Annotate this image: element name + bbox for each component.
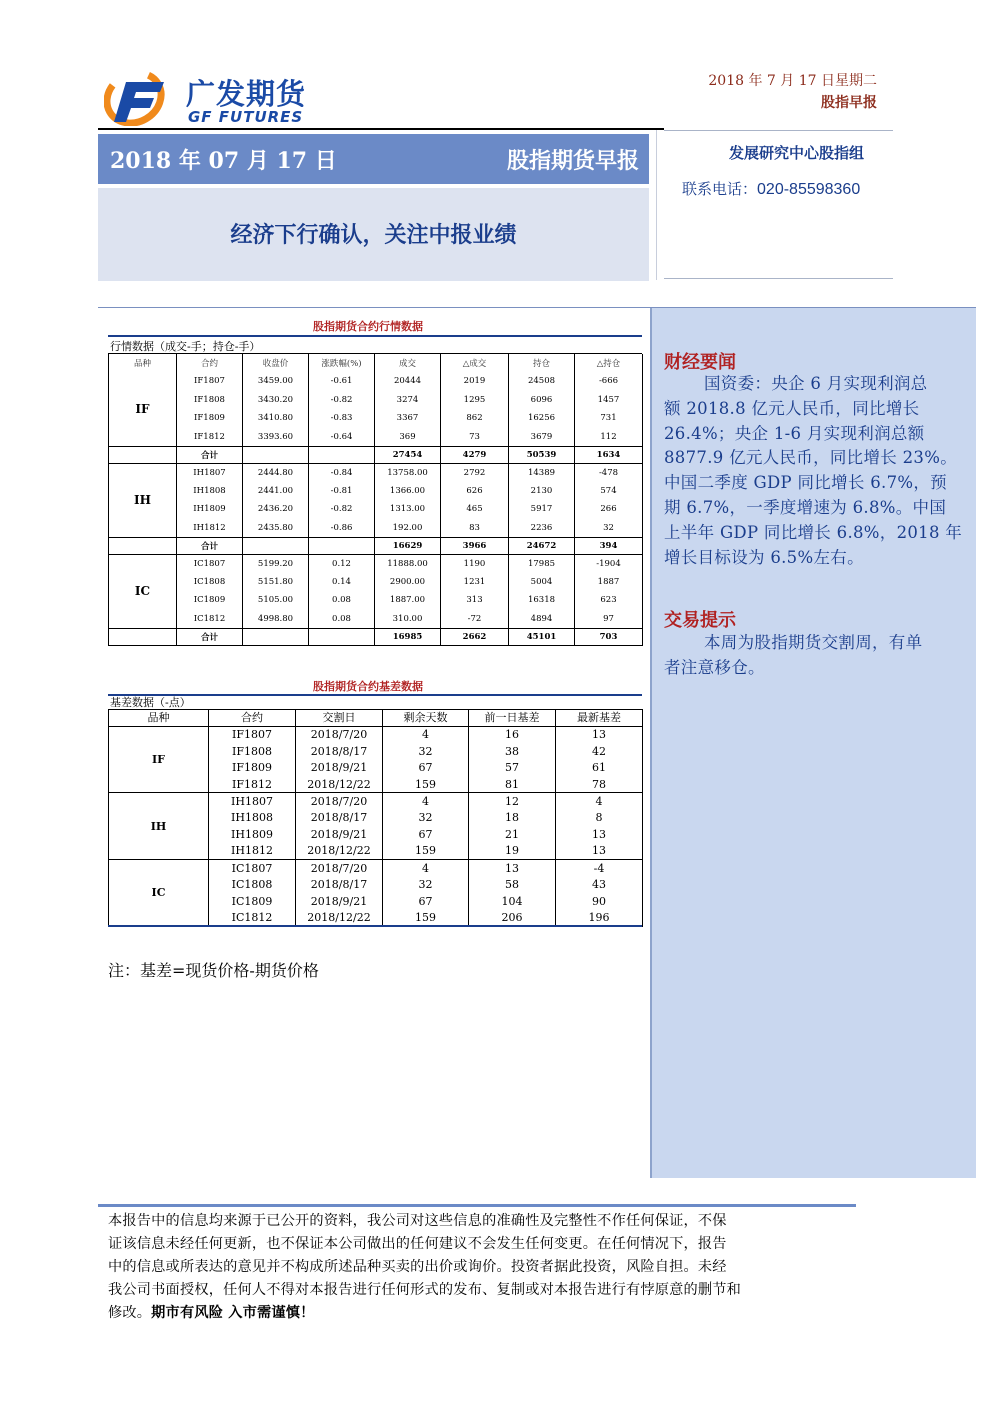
- market-data-table: [108, 354, 643, 646]
- table-cell: IC1808: [209, 876, 296, 893]
- table-cell: IF1809: [209, 759, 296, 776]
- table-cell: 13758.00: [375, 463, 441, 482]
- table-cell: -72: [441, 610, 509, 629]
- total-row: [109, 537, 643, 554]
- table-cell: IF1812: [209, 776, 296, 793]
- table-cell: 1366.00: [375, 482, 441, 501]
- table-row: [109, 591, 643, 610]
- table-cell: 2018/7/20: [296, 860, 383, 877]
- product-cell: IF: [109, 372, 177, 446]
- table-cell: IF1812: [177, 428, 243, 447]
- table-cell: 1457: [575, 391, 643, 410]
- column-header: 持仓: [509, 354, 575, 372]
- table-cell: IF1808: [177, 391, 243, 410]
- table-cell: 97: [575, 610, 643, 629]
- column-header: △成交: [441, 354, 509, 372]
- table-row: [109, 409, 643, 428]
- table-cell: 626: [441, 482, 509, 501]
- table-row: [109, 391, 643, 410]
- table-row: [109, 793, 643, 810]
- table-cell: 11888.00: [375, 554, 441, 573]
- table-cell: 32: [575, 519, 643, 538]
- table-cell: 21: [469, 826, 556, 843]
- news-heading: 财经要闻: [664, 352, 736, 373]
- table-cell: 32: [383, 743, 469, 760]
- table-cell: 12: [469, 793, 556, 810]
- table-cell: 4: [383, 860, 469, 877]
- table-cell: IH1807: [177, 463, 243, 482]
- table-cell: [309, 446, 375, 463]
- table-cell: 1634: [575, 446, 643, 463]
- table-cell: 16318: [509, 591, 575, 610]
- table-cell: 合计: [177, 628, 243, 645]
- table-cell: IH1808: [209, 809, 296, 826]
- table-cell: 266: [575, 500, 643, 519]
- tips-heading: 交易提示: [664, 610, 736, 631]
- total-row: [109, 446, 643, 463]
- market-table-subtitle: 行情数据（成交-手；持仓-手）: [110, 340, 261, 353]
- table-cell: IH1812: [177, 519, 243, 538]
- product-cell: IH: [109, 793, 209, 860]
- table-cell: -666: [575, 372, 643, 391]
- table-cell: 合计: [177, 446, 243, 463]
- table-cell: -0.81: [309, 482, 375, 501]
- table-row: [109, 500, 643, 519]
- table-cell: 6096: [509, 391, 575, 410]
- table-cell: 61: [556, 759, 643, 776]
- table-cell: 17985: [509, 554, 575, 573]
- column-header: 剩余天数: [383, 709, 469, 726]
- table-cell: 42: [556, 743, 643, 760]
- table-cell: 159: [383, 843, 469, 860]
- table-cell: 2018/8/17: [296, 809, 383, 826]
- table-cell: 394: [575, 537, 643, 554]
- table-cell: 623: [575, 591, 643, 610]
- table-rule: [108, 335, 642, 337]
- disclaimer-line: 修改。: [108, 1305, 152, 1321]
- table-cell: IC1807: [177, 554, 243, 573]
- table-cell: [109, 628, 177, 645]
- table-cell: IH1807: [209, 793, 296, 810]
- table-cell: [309, 628, 375, 645]
- table-cell: 16: [469, 726, 556, 743]
- table-cell: 合计: [177, 537, 243, 554]
- report-type: 股指早报: [821, 95, 877, 111]
- table-cell: -0.82: [309, 391, 375, 410]
- column-header: 合约: [209, 709, 296, 726]
- table-cell: -0.64: [309, 428, 375, 447]
- product-cell: IH: [109, 463, 177, 537]
- table-cell: 3459.00: [243, 372, 309, 391]
- column-header: 品种: [109, 709, 209, 726]
- table-cell: 1295: [441, 391, 509, 410]
- table-cell: 0.08: [309, 610, 375, 629]
- headline: 经济下行确认，关注中报业绩: [230, 222, 517, 248]
- table-row: [109, 554, 643, 573]
- table-cell: IF1807: [209, 726, 296, 743]
- tips-line: 本周为股指期货交割周，有单: [704, 633, 923, 652]
- table-cell: 27454: [375, 446, 441, 463]
- table-rule: [108, 925, 642, 927]
- disclaimer-line: 本报告中的信息均来源于已公开的资料，我公司对这些信息的准确性及完整性不作任何保证，不保: [108, 1213, 727, 1229]
- table-cell: 3274: [375, 391, 441, 410]
- basis-table-subtitle: 基差数据（-点）: [110, 696, 191, 709]
- news-line: 额 2018.8 亿元人民币，同比增长: [664, 398, 920, 418]
- table-cell: 67: [383, 826, 469, 843]
- table-cell: 313: [441, 591, 509, 610]
- table-row: [109, 428, 643, 447]
- logo-chinese-text: 广发期货: [186, 77, 307, 111]
- table-cell: -0.83: [309, 409, 375, 428]
- table-cell: 3966: [441, 537, 509, 554]
- table-cell: 310.00: [375, 610, 441, 629]
- table-cell: 90: [556, 893, 643, 910]
- table-cell: 4: [383, 793, 469, 810]
- table-cell: -4: [556, 860, 643, 877]
- table-row: [109, 610, 643, 629]
- news-line: 26.4%；央企 1-6 月实现利润总额: [664, 423, 925, 443]
- table-cell: 38: [469, 743, 556, 760]
- table-cell: 4894: [509, 610, 575, 629]
- table-cell: -0.84: [309, 463, 375, 482]
- divider: [664, 278, 893, 279]
- table-cell: 2444.80: [243, 463, 309, 482]
- table-cell: 2441.00: [243, 482, 309, 501]
- table-cell: 1313.00: [375, 500, 441, 519]
- table-cell: 192.00: [375, 519, 441, 538]
- table-cell: 73: [441, 428, 509, 447]
- disclaimer: [108, 1210, 856, 1325]
- table-cell: 67: [383, 893, 469, 910]
- column-header: 成交: [375, 354, 441, 372]
- table-cell: 16629: [375, 537, 441, 554]
- table-cell: 2018/8/17: [296, 743, 383, 760]
- table-cell: [109, 537, 177, 554]
- table-cell: 32: [383, 809, 469, 826]
- header-rule: [98, 128, 664, 130]
- table-cell: 0.08: [309, 591, 375, 610]
- table-cell: 8: [556, 809, 643, 826]
- table-cell: 159: [383, 776, 469, 793]
- table-cell: 57: [469, 759, 556, 776]
- column-header: 最新基差: [556, 709, 643, 726]
- table-cell: IC1809: [177, 591, 243, 610]
- table-cell: 5199.20: [243, 554, 309, 573]
- table-cell: -0.61: [309, 372, 375, 391]
- table-cell: 2436.20: [243, 500, 309, 519]
- phone-label: 联系电话：: [682, 180, 758, 198]
- table-cell: 5151.80: [243, 573, 309, 592]
- table-cell: 2018/9/21: [296, 826, 383, 843]
- news-line: 期 6.7%，一季度增速为 6.8%。中国: [664, 497, 947, 517]
- table-cell: 1231: [441, 573, 509, 592]
- table-cell: 50539: [509, 446, 575, 463]
- contact-phone: [682, 178, 860, 199]
- news-line: 中国二季度 GDP 同比增长 6.7%，预: [664, 473, 947, 493]
- table-cell: 574: [575, 482, 643, 501]
- news-line: 国资委：央企 6 月实现利润总: [704, 374, 928, 393]
- gf-logo-icon: [104, 68, 176, 126]
- table-cell: 465: [441, 500, 509, 519]
- table-cell: 2018/12/22: [296, 910, 383, 927]
- band-date: 2018 年 07 月 17 日: [110, 148, 337, 174]
- table-cell: 4279: [441, 446, 509, 463]
- table-cell: IF1809: [177, 409, 243, 428]
- table-cell: 83: [441, 519, 509, 538]
- table-cell: 1887.00: [375, 591, 441, 610]
- table-cell: 13: [556, 843, 643, 860]
- table-cell: 2019: [441, 372, 509, 391]
- table-cell: 2900.00: [375, 573, 441, 592]
- table-cell: 78: [556, 776, 643, 793]
- table-row: [109, 463, 643, 482]
- table-cell: 45101: [509, 628, 575, 645]
- basis-table-title: 股指期货合约基差数据: [313, 680, 423, 693]
- table-cell: 112: [575, 428, 643, 447]
- news-body: [664, 372, 970, 570]
- table-cell: [309, 537, 375, 554]
- table-cell: 3367: [375, 409, 441, 428]
- table-cell: 13: [556, 826, 643, 843]
- table-cell: 0.14: [309, 573, 375, 592]
- table-row: [109, 519, 643, 538]
- disclaimer-line: 证该信息未经任何更新，也不保证本公司做出的任何建议不会发生任何变更。在任何情况下，报告: [108, 1236, 727, 1252]
- table-cell: 104: [469, 893, 556, 910]
- company-logo: [104, 68, 364, 130]
- table-cell: 24672: [509, 537, 575, 554]
- disclaimer-line: 我公司书面授权，任何人不得对本报告进行任何形式的发布、复制或对本报告进行有悖原意的删节和: [108, 1282, 742, 1298]
- table-cell: 4998.80: [243, 610, 309, 629]
- table-cell: 0.12: [309, 554, 375, 573]
- band-report-name: 股指期货早报: [506, 148, 639, 174]
- table-cell: 81: [469, 776, 556, 793]
- table-cell: 24508: [509, 372, 575, 391]
- tips-body: [664, 631, 970, 681]
- table-header-row: [109, 354, 643, 372]
- table-cell: 206: [469, 910, 556, 927]
- column-header: 涨跌幅(%): [309, 354, 375, 372]
- product-cell: IF: [109, 726, 209, 793]
- news-line: 上半年 GDP 同比增长 6.8%，2018 年: [664, 522, 963, 542]
- market-table-title: 股指期货合约行情数据: [313, 320, 423, 333]
- table-cell: 16256: [509, 409, 575, 428]
- table-row: [109, 372, 643, 391]
- disclaimer-line: 中的信息或所表达的意见并不构成所述品种买卖的出价或询价。投资者据此投资，风险自担。未经: [108, 1259, 727, 1275]
- table-cell: 3410.80: [243, 409, 309, 428]
- table-cell: 2236: [509, 519, 575, 538]
- tips-line: 者注意移仓。: [664, 657, 765, 677]
- table-cell: 32: [383, 876, 469, 893]
- basis-data-table: [108, 709, 643, 927]
- table-cell: IC1812: [177, 610, 243, 629]
- table-cell: -1904: [575, 554, 643, 573]
- product-cell: IC: [109, 554, 177, 628]
- table-cell: 1190: [441, 554, 509, 573]
- table-cell: -0.82: [309, 500, 375, 519]
- table-row: [109, 726, 643, 743]
- table-cell: 2662: [441, 628, 509, 645]
- side-column: [650, 308, 976, 1178]
- department: 发展研究中心股指组: [729, 144, 865, 162]
- column-header: 品种: [109, 354, 177, 372]
- table-cell: 67: [383, 759, 469, 776]
- column-header: 前一日基差: [469, 709, 556, 726]
- table-cell: 2435.80: [243, 519, 309, 538]
- divider: [664, 130, 893, 131]
- table-cell: 19: [469, 843, 556, 860]
- table-cell: IH1808: [177, 482, 243, 501]
- total-row: [109, 628, 643, 645]
- disclaimer-rule: [98, 1204, 856, 1207]
- news-line: 增长目标设为 6.5%左右。: [664, 547, 864, 567]
- table-cell: IH1809: [177, 500, 243, 519]
- table-cell: [243, 628, 309, 645]
- table-cell: 369: [375, 428, 441, 447]
- table-cell: 1887: [575, 573, 643, 592]
- table-cell: 4: [383, 726, 469, 743]
- table-row: [109, 573, 643, 592]
- table-cell: 862: [441, 409, 509, 428]
- table-cell: IC1812: [209, 910, 296, 927]
- divider: [656, 130, 657, 280]
- table-cell: IH1809: [209, 826, 296, 843]
- table-cell: 13: [556, 726, 643, 743]
- table-cell: 14389: [509, 463, 575, 482]
- product-cell: IC: [109, 860, 209, 927]
- table-header-row: [109, 709, 643, 726]
- table-cell: 43: [556, 876, 643, 893]
- table-cell: IC1809: [209, 893, 296, 910]
- table-cell: -478: [575, 463, 643, 482]
- table-cell: [109, 446, 177, 463]
- table-cell: 5917: [509, 500, 575, 519]
- table-cell: 2018/12/22: [296, 843, 383, 860]
- table-cell: 3430.20: [243, 391, 309, 410]
- risk-warning: 期市有风险 入市需谨慎！: [151, 1305, 315, 1321]
- table-cell: 196: [556, 910, 643, 927]
- report-date: 2018 年 7 月 17 日星期二: [708, 73, 877, 89]
- table-cell: IF1808: [209, 743, 296, 760]
- table-cell: 18: [469, 809, 556, 826]
- basis-note: 注：基差=现货价格-期货价格: [108, 961, 319, 980]
- table-cell: 3393.60: [243, 428, 309, 447]
- table-cell: -0.86: [309, 519, 375, 538]
- table-cell: IC1807: [209, 860, 296, 877]
- table-cell: 20444: [375, 372, 441, 391]
- table-cell: IC1808: [177, 573, 243, 592]
- column-header: 合约: [177, 354, 243, 372]
- table-cell: 159: [383, 910, 469, 927]
- table-cell: 703: [575, 628, 643, 645]
- table-cell: [243, 446, 309, 463]
- table-cell: 2018/8/17: [296, 876, 383, 893]
- column-header: 收盘价: [243, 354, 309, 372]
- table-row: [109, 860, 643, 877]
- table-cell: 2792: [441, 463, 509, 482]
- table-cell: 5004: [509, 573, 575, 592]
- table-cell: 2018/7/20: [296, 793, 383, 810]
- table-cell: 13: [469, 860, 556, 877]
- table-cell: 16985: [375, 628, 441, 645]
- table-cell: 3679: [509, 428, 575, 447]
- table-cell: IF1807: [177, 372, 243, 391]
- table-row: [109, 482, 643, 501]
- table-cell: 4: [556, 793, 643, 810]
- title-band: [98, 134, 649, 184]
- table-cell: 731: [575, 409, 643, 428]
- table-cell: [243, 537, 309, 554]
- table-cell: 58: [469, 876, 556, 893]
- logo-english-text: GF FUTURES: [188, 108, 304, 126]
- column-header: 交割日: [296, 709, 383, 726]
- table-cell: 2018/7/20: [296, 726, 383, 743]
- table-cell: 5105.00: [243, 591, 309, 610]
- news-line: 8877.9 亿元人民币，同比增长 23%。: [664, 448, 957, 468]
- table-cell: 2130: [509, 482, 575, 501]
- column-header: △持仓: [575, 354, 643, 372]
- headline-box: [98, 188, 649, 281]
- phone-number: 020-85598360: [757, 181, 861, 198]
- table-cell: IH1812: [209, 843, 296, 860]
- table-cell: 2018/12/22: [296, 776, 383, 793]
- table-cell: 2018/9/21: [296, 893, 383, 910]
- table-cell: 2018/9/21: [296, 759, 383, 776]
